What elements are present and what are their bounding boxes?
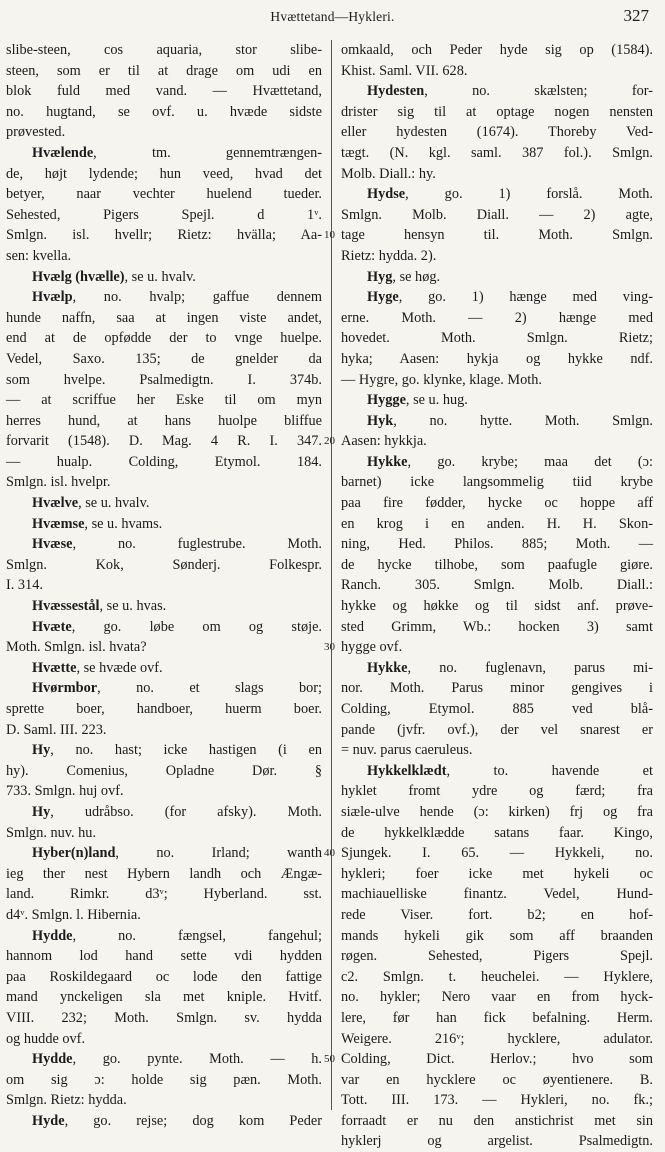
text-line: forvarit (1548). D. Mag. 4 R. I. 347. bbox=[6, 433, 322, 450]
text-line: no. hugtand, se ovf. u. hvæde sidste bbox=[6, 103, 322, 120]
text-line: herres hund, at hans huolpe bliffue bbox=[6, 412, 322, 429]
text-line: betyer, naar vechter huelend tueder. bbox=[6, 186, 322, 203]
running-head: Hvættetand—Hykleri. bbox=[270, 9, 395, 24]
text-line: I. 314. bbox=[6, 577, 43, 594]
text-line: Hvæte, go. løbe om og støje. bbox=[32, 618, 322, 635]
text-line: Moth. Smlgn. isl. hvata? bbox=[6, 639, 147, 656]
text-line: om sig ɔ: holde sig pæn. Moth. bbox=[6, 1071, 322, 1088]
headword: Hyde bbox=[32, 1112, 65, 1129]
text-line: Hy, no. hast; icke hastigen (i en bbox=[32, 742, 322, 759]
text-line: Hyg, se høg. bbox=[367, 268, 441, 285]
text-line: Weigere. 216ᵛ; hycklere, adulator. bbox=[341, 1030, 653, 1047]
text-line: D. Saml. III. 223. bbox=[6, 721, 107, 738]
headword: Hy bbox=[32, 742, 51, 759]
text-line: hykleri; foer icke met hykeli oc bbox=[341, 865, 653, 882]
headword: Hvætte bbox=[32, 659, 77, 676]
text-line: = nuv. parus caeruleus. bbox=[341, 742, 473, 759]
text-line: Hydde, go. pynte. Moth. — h. bbox=[32, 1051, 322, 1068]
headword: Hvælp bbox=[32, 289, 73, 306]
text-line: eller hydesten (1674). Thoreby Ved- bbox=[341, 124, 653, 141]
text-line: Hvælp, no. hvalp; gaffue dennem bbox=[32, 289, 322, 306]
text-line: var en hycklere oc øyentienere. B. bbox=[341, 1071, 653, 1088]
text-line: omkaald, och Peder hyde sig op (1584). bbox=[341, 42, 653, 58]
headword: Hvørmbor bbox=[32, 680, 98, 697]
headword: Hykkelklædt bbox=[367, 762, 447, 779]
text-line: Hvørmbor, no. et slags bor; bbox=[32, 680, 322, 697]
headword: Hvælve bbox=[32, 495, 79, 512]
headword: Hykke bbox=[367, 659, 408, 676]
text-line: som hvelpe. Psalmedigtn. I. 374b. bbox=[6, 371, 322, 388]
text-line: prøvested. bbox=[6, 124, 66, 141]
text-line: Hyde, go. rejse; dog kom Peder bbox=[32, 1112, 322, 1129]
text-line: Hvætte, se hvæde ovf. bbox=[32, 659, 163, 676]
headword: Hy bbox=[32, 803, 51, 820]
text-line: Smlgn. isl. hvellr; Rietz: hvälla; Aa- bbox=[6, 227, 322, 244]
text-line: Hy, udråbso. (for afsky). Moth. bbox=[32, 803, 322, 820]
text-line: hyka; Aasen: hykja og hykke ndf. bbox=[341, 350, 653, 367]
text-line: Hvæmse, se u. hvams. bbox=[32, 515, 163, 532]
headword: Hvæssestål bbox=[32, 598, 100, 615]
text-line: hyklet fromt ydre og færd; fra bbox=[341, 783, 653, 800]
text-line: Khist. Saml. VII. 628. bbox=[341, 62, 468, 79]
text-line: Sehested, Pigers Spejl. d 1ᵛ. bbox=[6, 206, 322, 223]
text-line: land. Rimkr. d3ᵛ; Hyberland. sst. bbox=[6, 886, 322, 903]
headword: Hydse bbox=[367, 186, 406, 203]
line-number: 30 bbox=[324, 641, 335, 654]
text-line: Hygge, se u. hug. bbox=[367, 392, 468, 409]
text-line: hy). Comenius, Opladne Dør. § bbox=[6, 762, 322, 779]
text-line: Ranch. 305. Smlgn. Molb. Diall.: bbox=[341, 577, 653, 594]
text-line: Colding, Dict. Herlov.; hvo som bbox=[341, 1051, 653, 1068]
text-line: Hydse, go. 1) forslå. Moth. bbox=[367, 186, 653, 203]
text-line: pande (jvfr. ovf.), der vel snarest er bbox=[341, 721, 653, 738]
text-line: mand ynckeligen sla met kniple. Hvitf. bbox=[6, 989, 322, 1006]
text-line: barnet) icke langsommelig tiid krybe bbox=[341, 474, 653, 491]
text-line: ning, Hed. Philos. 885; Moth. — bbox=[341, 536, 653, 553]
text-line: paa fire fødder, hycke oc hoppe aff bbox=[341, 495, 653, 512]
text-line: sprette boer, handboer, huerm boer. bbox=[6, 701, 322, 717]
column-divider bbox=[331, 40, 332, 1110]
text-line: — hualp. Colding, Etymol. 184. bbox=[6, 453, 322, 470]
text-line: Hykkelklædt, to. havende et bbox=[367, 762, 653, 779]
text-line: Sjungek. I. 65. — Hykkeli, no. bbox=[341, 845, 653, 862]
text-line: forraadt er nu den anstichrist met sin bbox=[341, 1112, 653, 1129]
text-line: — at scriffue her Eske til om myn bbox=[6, 392, 322, 409]
text-line: og hudde ovf. bbox=[6, 1030, 86, 1047]
text-line: siæle-ulve hende (ɔ: kirken) frj og fra bbox=[341, 803, 653, 820]
text-line: Hvæse, no. fuglestrube. Moth. bbox=[32, 536, 322, 553]
text-line: Hykke, go. krybe; maa det (ɔ: bbox=[367, 453, 653, 470]
text-line: nor. Moth. Parus minor gengives i bbox=[341, 680, 653, 697]
text-line: Smlgn. Rietz: hydda. bbox=[6, 1092, 127, 1109]
text-line: de hykkelklædde satans faar. Kingo, bbox=[341, 824, 653, 841]
text-line: Hvælende, tm. gennemtrængen- bbox=[32, 144, 322, 161]
headword: Hvæmse bbox=[32, 515, 85, 532]
text-line: Vedel, Saxo. 135; de gnelder da bbox=[6, 350, 322, 367]
text-line: røgen. Sehested, Pigers Spejl. bbox=[341, 948, 653, 965]
line-number: 20 bbox=[324, 435, 335, 448]
headword: Hvæse bbox=[32, 536, 73, 553]
text-line: Hyge, go. 1) hænge med ving- bbox=[367, 289, 653, 306]
text-line: sted Grimm, Wb.: hocken 3) samt bbox=[341, 618, 653, 635]
text-line: slibe-steen, cos aquaria, stor slibe- bbox=[6, 42, 322, 58]
text-line: steen, som er til at drage om udi en bbox=[6, 62, 322, 79]
text-line: Hvælve, se u. hvalv. bbox=[32, 495, 150, 512]
text-line: de hycke tilhobe, som paafugle giøre. bbox=[341, 556, 653, 573]
text-line: — Hygre, go. klynke, klage. Moth. bbox=[341, 371, 542, 388]
text-line: Aasen: hykkja. bbox=[341, 433, 427, 450]
text-line: Smlgn. isl. hvelpr. bbox=[6, 474, 111, 491]
headword: Hvæte bbox=[32, 618, 72, 635]
text-line: blok fuld med vand. — Hvættetand, bbox=[6, 83, 322, 100]
text-line: Rietz: hydda. 2). bbox=[341, 247, 437, 264]
headword: Hydesten bbox=[367, 83, 425, 100]
page-number: 327 bbox=[623, 6, 649, 25]
text-line: Hyber(n)land, no. Irland; wanth bbox=[32, 845, 322, 862]
text-line: Hvæssestål, se u. hvas. bbox=[32, 598, 167, 615]
text-line: c2. Smlgn. t. heuchelei. — Hyklere, bbox=[341, 968, 653, 985]
text-line: mands hykeli gik som aff braanden bbox=[341, 927, 653, 944]
text-line: sen: kvella. bbox=[6, 247, 72, 264]
text-line: de, højt lydende; hun veed, hvad det bbox=[6, 165, 322, 182]
text-line: erne. Moth. — 2) hænge med bbox=[341, 309, 653, 326]
headword: Hvælg (hvælle) bbox=[32, 268, 125, 285]
text-line: lere, før han fick befalning. Herm. bbox=[341, 1009, 653, 1026]
text-line: d4ᵛ. Smlgn. l. Hibernia. bbox=[6, 906, 141, 923]
text-line: Hydesten, no. skælsten; for- bbox=[367, 83, 653, 100]
text-line: end at de opfødde der to vnge huelpe. bbox=[6, 330, 322, 347]
left-column bbox=[6, 40, 322, 1129]
line-number: 10 bbox=[324, 229, 335, 242]
text-line: tage hensyn til. Moth. Smlgn. bbox=[341, 227, 653, 244]
text-line: 733. Smlgn. huj ovf. bbox=[6, 783, 124, 800]
headword: Hyk bbox=[367, 412, 394, 429]
page-header bbox=[0, 6, 665, 30]
text-line: paa Roskildegaard oc lode den fattige bbox=[6, 968, 322, 985]
text-line: hannom lod hand sette vdi hydden bbox=[6, 948, 322, 965]
text-line: hovedet. Moth. Smlgn. Rietz; bbox=[341, 330, 653, 347]
text-line: hykke og høkke og til sidst anf. prøve- bbox=[341, 598, 653, 615]
text-line: Hyk, no. hytte. Moth. Smlgn. bbox=[367, 412, 653, 429]
headword: Hydde bbox=[32, 1051, 73, 1068]
headword: Hydde bbox=[32, 927, 73, 944]
line-number: 50 bbox=[324, 1053, 335, 1066]
text-line: en krog i en anden. H. H. Skon- bbox=[341, 515, 653, 532]
text-line: hygge ovf. bbox=[341, 639, 403, 656]
text-line: Smlgn. nuv. hu. bbox=[6, 824, 97, 841]
right-column bbox=[341, 40, 653, 1150]
text-line: VIII. 232; Moth. Smlgn. sv. hydda bbox=[6, 1009, 322, 1026]
text-line: Smlgn. Kok, Sønderj. Folkespr. bbox=[6, 556, 322, 573]
headword: Hyber(n)land bbox=[32, 845, 116, 862]
text-line: drister sig til at optage nogen nensten bbox=[341, 103, 653, 120]
text-line: hunde naffn, saa at ingen viste andet, bbox=[6, 309, 322, 326]
headword: Hyg bbox=[367, 268, 393, 285]
text-line: no. hykler; Nero vaar en from hyck- bbox=[341, 989, 653, 1006]
text-line: Hvælg (hvælle), se u. hvalv. bbox=[32, 268, 196, 285]
text-line: Molb. Diall.: hy. bbox=[341, 165, 436, 182]
text-line: Hykke, no. fuglenavn, parus mi- bbox=[367, 659, 653, 676]
text-line: tægt. (N. kgl. saml. 387 fol.). Smlgn. bbox=[341, 144, 653, 161]
text-line: Smlgn. Molb. Diall. — 2) agte, bbox=[341, 206, 653, 223]
text-line: machiauelliske finantz. Vedel, Hund- bbox=[341, 886, 653, 903]
text-line: rede Viser. fort. b2; en hof- bbox=[341, 906, 653, 923]
text-line: Colding, Etymol. 885 ved blå- bbox=[341, 701, 653, 717]
text-line: Tott. III. 173. — Hykleri, no. fk.; bbox=[341, 1092, 653, 1109]
headword: Hvælende bbox=[32, 144, 94, 161]
text-line: hyklerj og argelist. Psalmedigtn. bbox=[341, 1133, 653, 1150]
headword: Hygge bbox=[367, 392, 406, 409]
headword: Hykke bbox=[367, 453, 408, 470]
headword: Hyge bbox=[367, 289, 399, 306]
text-line: Hydde, no. fængsel, fangehul; bbox=[32, 927, 322, 944]
line-number: 40 bbox=[324, 847, 335, 860]
text-line: ieg ther nest Hybern landh och Ængæ- bbox=[6, 865, 322, 882]
